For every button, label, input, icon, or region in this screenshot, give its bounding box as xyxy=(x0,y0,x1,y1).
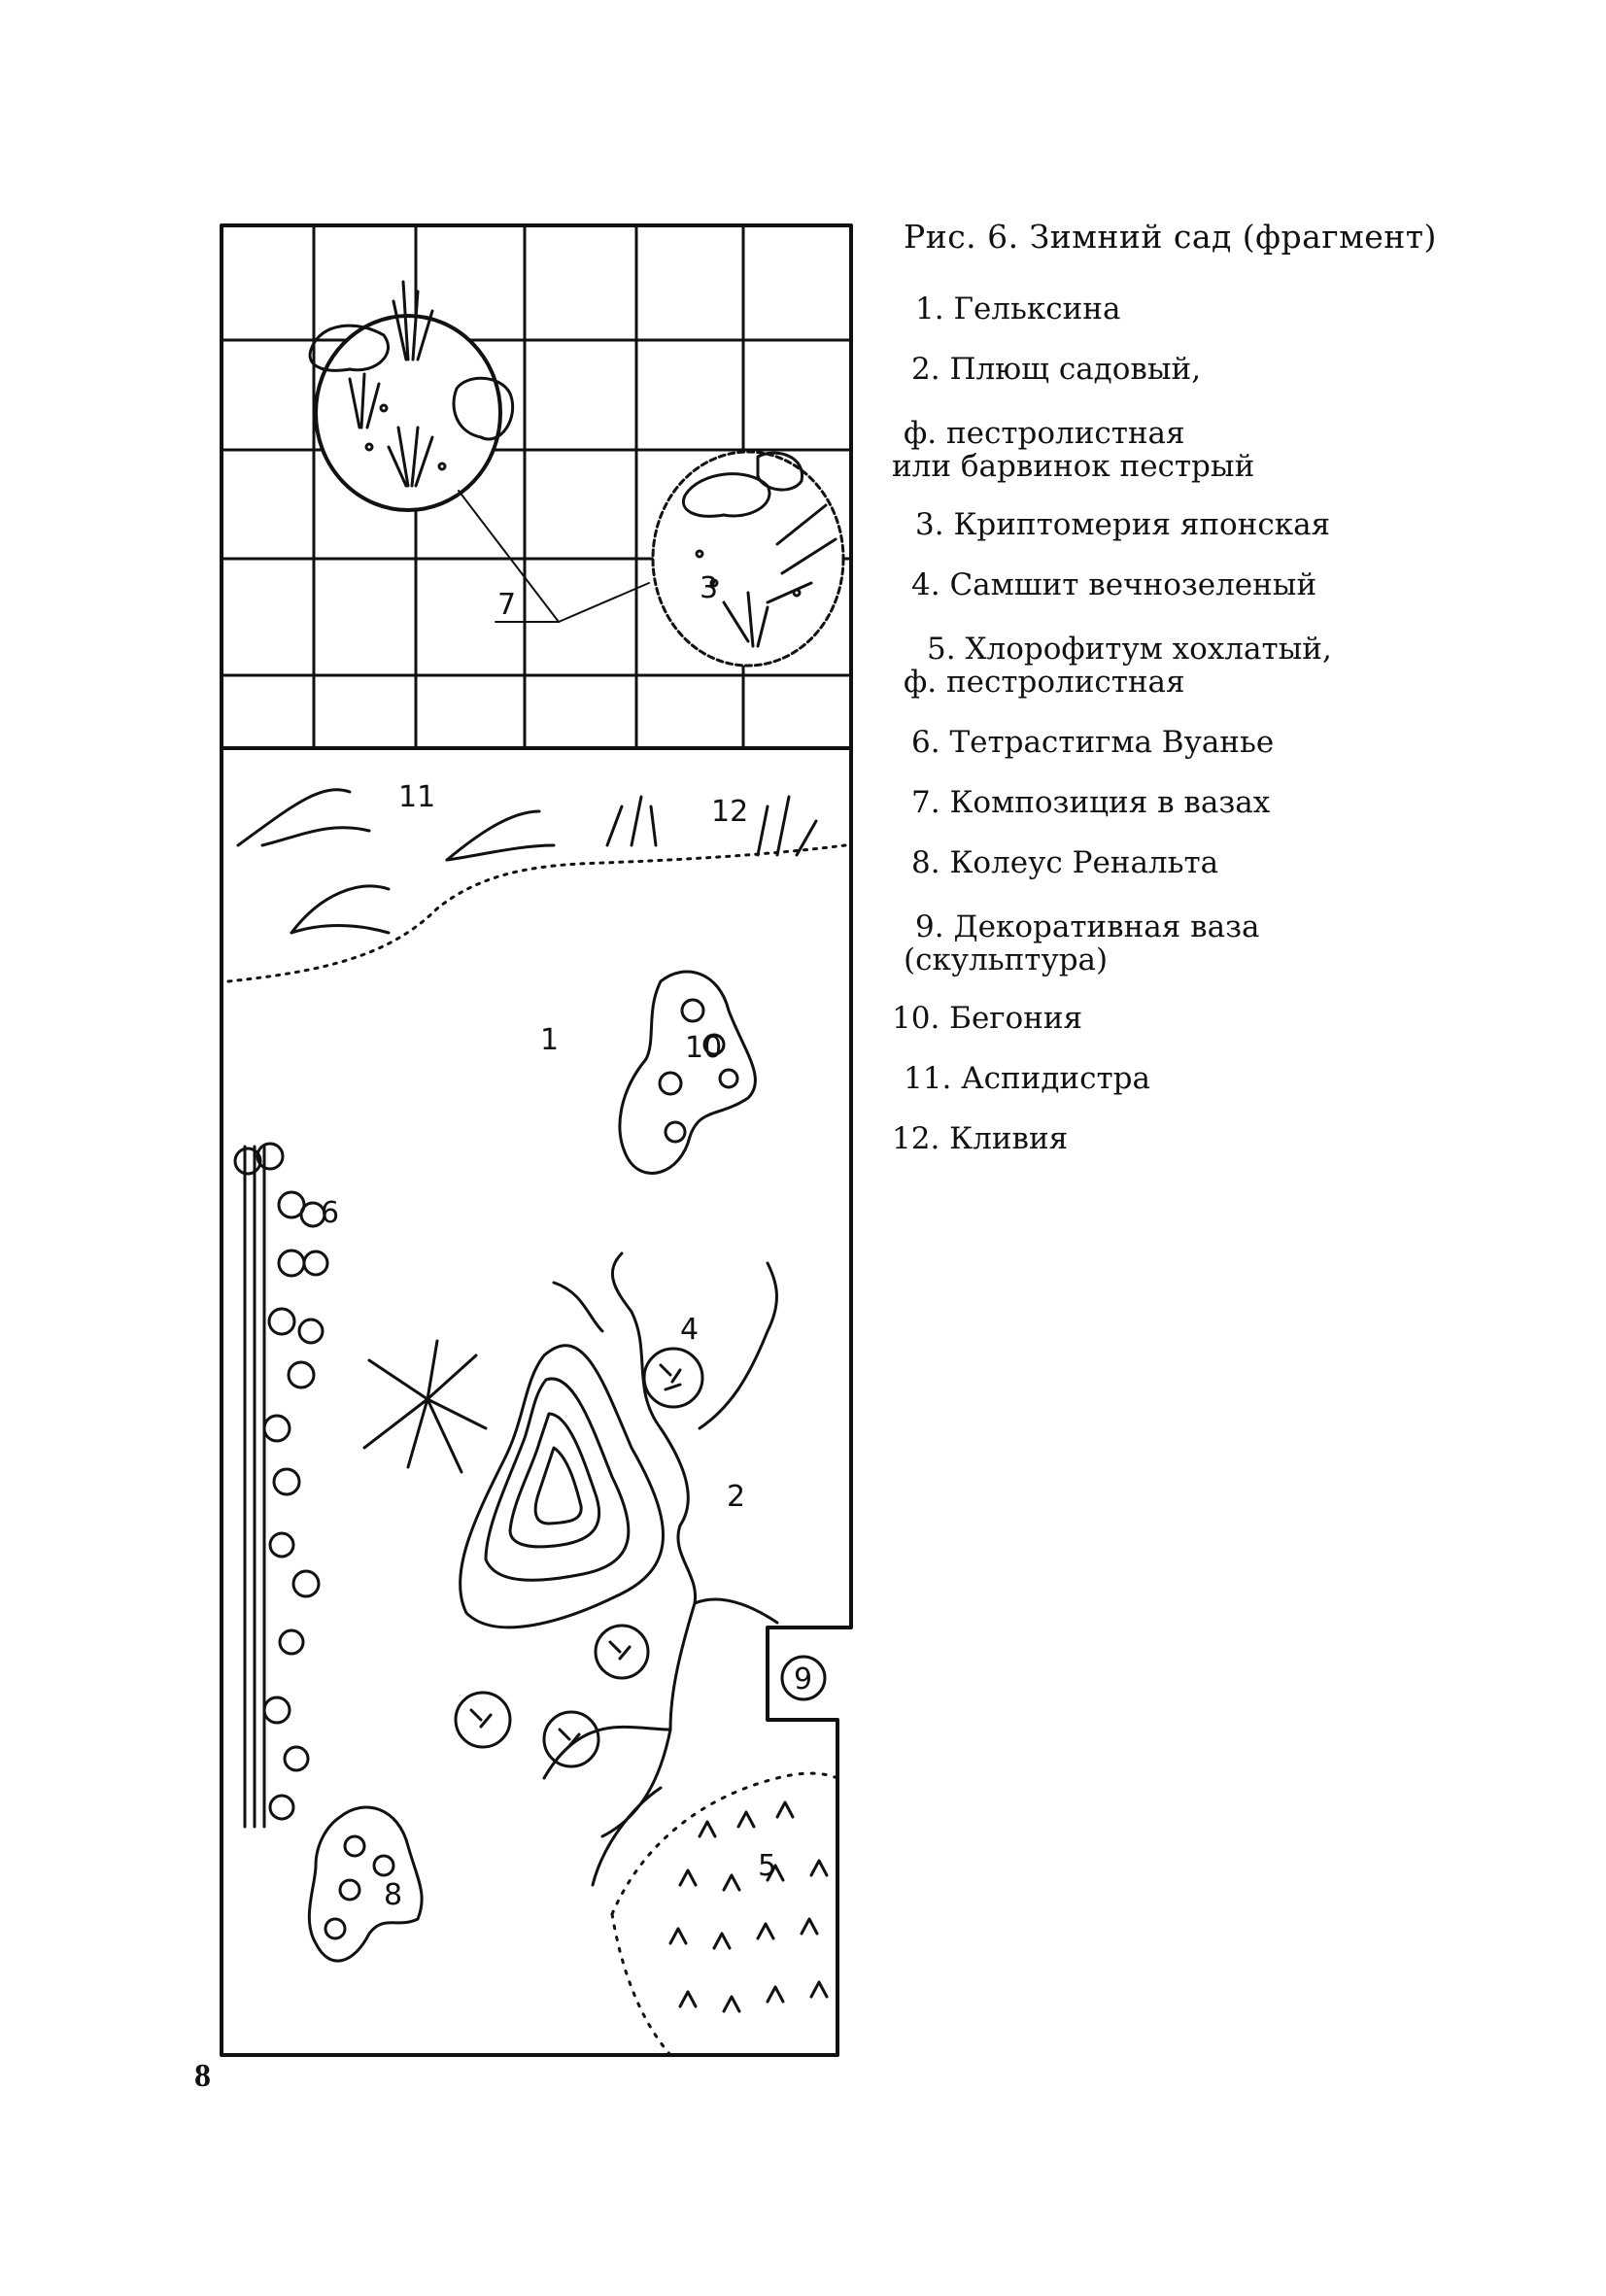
leader-lines-7 xyxy=(459,491,649,622)
ivy-branches xyxy=(544,1253,777,1885)
figure-caption: Рис. 6. Зимний сад (фрагмент) xyxy=(904,218,1437,256)
legend-item-3: 3. Криптомерия японская xyxy=(915,507,1331,542)
legend-item-5: 5. Хлорофитум хохлатый, xyxy=(927,632,1332,667)
legend-item-1: 1. Гельксина xyxy=(915,291,1121,326)
cryptomeria-plant xyxy=(364,1341,486,1472)
legend-item-6: 6. Тетрастигма Вуанье xyxy=(911,725,1275,760)
begonia-bed xyxy=(620,972,755,1173)
vase-composition-right xyxy=(653,452,843,666)
coleus-bed xyxy=(309,1807,422,1961)
page-number: 8 xyxy=(194,2058,211,2094)
chlorophytum-bed xyxy=(612,1773,837,2055)
aspidistra-strip xyxy=(228,790,845,981)
label-10: 10 xyxy=(685,1031,723,1065)
vase-composition-left xyxy=(310,282,513,510)
legend-item-9: 9. Декоративная ваза xyxy=(915,909,1260,944)
legend-item-5-line-2: ф. пестролистная xyxy=(904,665,1185,700)
legend-item-4: 4. Самшит вечнозеленый xyxy=(911,567,1317,602)
legend-item-7: 7. Композиция в вазах xyxy=(911,785,1271,820)
legend-item-10: 10. Бегония xyxy=(892,1001,1083,1036)
label-9: 9 xyxy=(794,1662,813,1696)
legend-item-9-line-2: (скульптура) xyxy=(904,942,1109,977)
label-1: 1 xyxy=(540,1023,560,1057)
tetrastigma-vine xyxy=(235,1144,327,1827)
label-6: 6 xyxy=(321,1196,340,1230)
label-4: 4 xyxy=(680,1313,700,1347)
legend-item-2-line-3: или барвинок пестрый xyxy=(892,449,1255,484)
legend-item-2-line-2: ф. пестролистная xyxy=(904,416,1185,451)
label-8: 8 xyxy=(384,1878,403,1912)
legend-item-12: 12. Кливия xyxy=(892,1121,1069,1156)
legend-item-2: 2. Плющ садовый, xyxy=(911,352,1202,387)
label-11: 11 xyxy=(398,780,436,814)
label-12: 12 xyxy=(711,795,749,829)
label-5: 5 xyxy=(758,1849,777,1883)
boxwood-shrubs xyxy=(456,1349,702,1766)
rockery-contours xyxy=(461,1346,664,1628)
label-2: 2 xyxy=(727,1480,746,1514)
label-7: 7 xyxy=(497,588,517,622)
legend-item-11: 11. Аспидистра xyxy=(904,1061,1150,1096)
legend-item-8: 8. Колеус Ренальта xyxy=(911,845,1219,880)
label-3: 3 xyxy=(700,571,719,605)
